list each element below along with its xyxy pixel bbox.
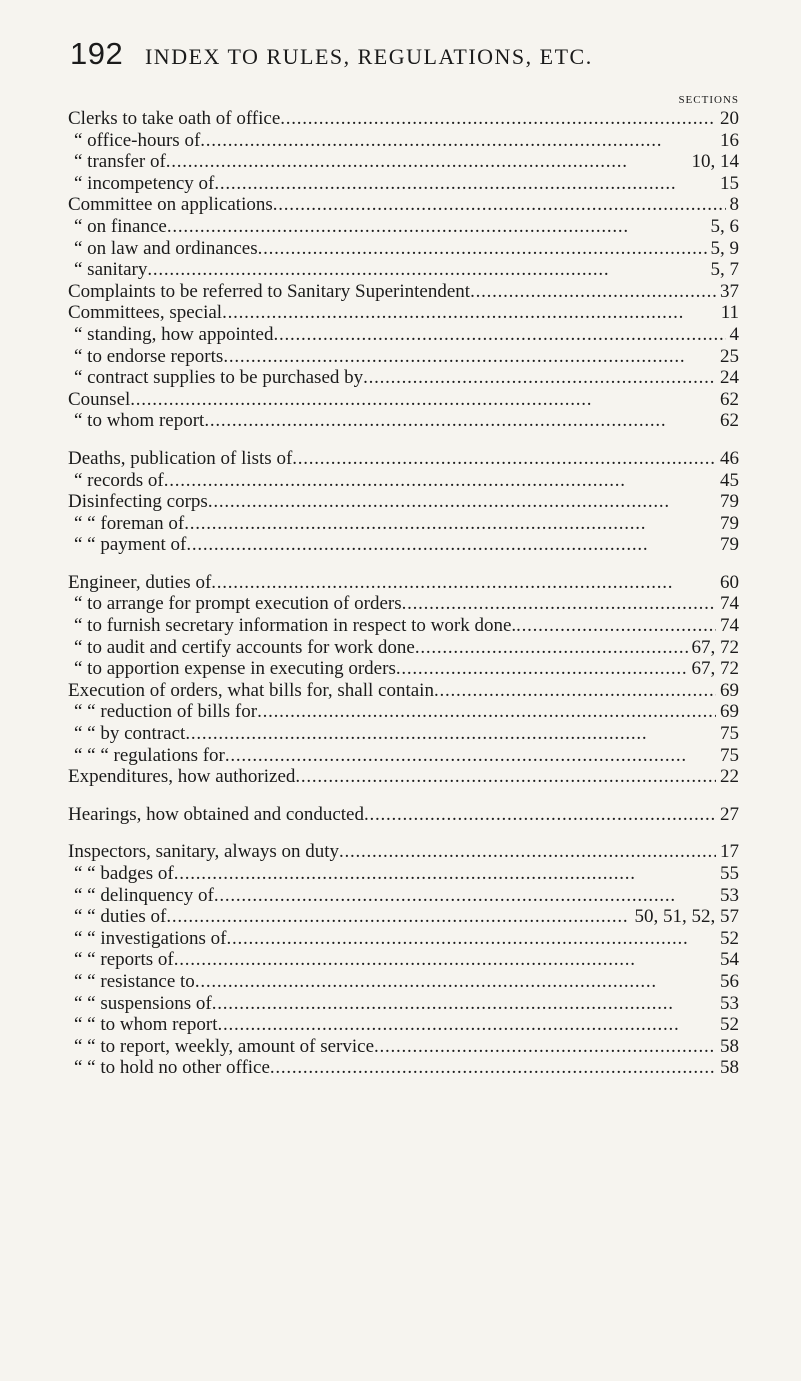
dot-leader bbox=[292, 448, 716, 470]
index-entry bbox=[68, 1036, 739, 1058]
entry-section-ref: 67, 72 bbox=[691, 658, 739, 680]
entry-section-ref: 75 bbox=[720, 744, 739, 766]
index-entry bbox=[68, 389, 739, 411]
index-entry bbox=[68, 593, 739, 615]
index-entry bbox=[68, 637, 739, 659]
entry-text: “ to apportion expense in executing orders bbox=[74, 658, 396, 680]
dot-leader bbox=[273, 324, 725, 346]
entry-section-ref: 11 bbox=[720, 302, 739, 324]
dot-leader bbox=[174, 863, 716, 885]
index-entry bbox=[68, 448, 739, 470]
entry-section-ref: 69 bbox=[720, 701, 739, 723]
index-entry bbox=[68, 658, 739, 680]
entry-text: “ transfer of bbox=[74, 151, 166, 173]
entry-section-ref: 58 bbox=[720, 1035, 739, 1057]
dot-leader bbox=[470, 281, 716, 303]
dot-leader bbox=[222, 302, 717, 324]
entry-section-ref: 46 bbox=[720, 447, 739, 469]
entry-section-ref: 20 bbox=[720, 108, 739, 129]
entry-section-ref: 22 bbox=[720, 766, 739, 788]
index-entry bbox=[68, 281, 739, 303]
index-entry bbox=[68, 259, 739, 281]
entry-text: “ to furnish secretary information in respect to work done. bbox=[74, 615, 517, 637]
entry-section-ref: 10, 14 bbox=[691, 151, 739, 173]
entry-section-ref: 62 bbox=[720, 388, 739, 410]
index-entry bbox=[68, 863, 739, 885]
index-entry bbox=[68, 993, 739, 1015]
dot-leader bbox=[295, 766, 716, 788]
dot-leader bbox=[415, 637, 688, 659]
index-entry bbox=[68, 745, 739, 767]
entry-text: “ “ to hold no other office bbox=[74, 1057, 270, 1079]
entry-text: “ “ reduction of bills for bbox=[74, 701, 258, 723]
dot-leader bbox=[212, 993, 716, 1015]
dot-leader bbox=[167, 216, 707, 238]
entry-text: “ office-hours of bbox=[74, 129, 201, 151]
entry-text: “ to endorse reports bbox=[74, 345, 224, 367]
section-gap bbox=[68, 788, 739, 804]
entry-section-ref: 24 bbox=[720, 367, 739, 389]
entry-text: “ incompetency of bbox=[74, 172, 215, 194]
page-title: INDEX TO RULES, REGULATIONS, ETC. bbox=[144, 44, 593, 69]
entry-text: “ standing, how appointed bbox=[74, 323, 274, 345]
entry-text: Expenditures, how authorized bbox=[68, 766, 296, 788]
dot-leader bbox=[218, 1014, 716, 1036]
entry-section-ref: 53 bbox=[720, 992, 739, 1014]
dot-leader bbox=[339, 841, 716, 863]
entry-section-ref: 15 bbox=[720, 172, 739, 194]
dot-leader bbox=[164, 470, 716, 492]
entry-section-ref: 74 bbox=[720, 615, 739, 637]
entry-text: Committees, special bbox=[68, 302, 223, 324]
entry-text: “ “ payment of bbox=[74, 534, 187, 556]
entry-section-ref: 55 bbox=[720, 863, 739, 884]
index-entry bbox=[68, 615, 739, 637]
entry-text: “ “ foreman of bbox=[74, 512, 185, 534]
page-number: 192 bbox=[70, 36, 124, 71]
index-entry bbox=[68, 302, 739, 324]
index-entry bbox=[68, 367, 739, 389]
dot-leader bbox=[185, 723, 716, 745]
page-header bbox=[70, 36, 593, 72]
entry-text: “ “ resistance to bbox=[74, 970, 195, 992]
dot-leader bbox=[208, 491, 716, 513]
section-gap bbox=[68, 556, 739, 572]
entry-section-ref: 53 bbox=[720, 884, 739, 906]
index-entry bbox=[68, 804, 739, 826]
dot-leader bbox=[516, 615, 716, 637]
entry-text: “ “ delinquency of bbox=[74, 884, 214, 906]
section-gap bbox=[68, 825, 739, 841]
dot-leader bbox=[184, 513, 716, 535]
entry-section-ref: 52 bbox=[720, 927, 739, 949]
entry-section-ref: 56 bbox=[720, 970, 739, 992]
index-entry bbox=[68, 572, 739, 594]
dot-leader bbox=[396, 658, 688, 680]
entry-text: “ “ reports of bbox=[74, 949, 174, 971]
dot-leader bbox=[211, 572, 716, 594]
entry-text: “ to whom report bbox=[74, 410, 205, 432]
entry-text: Engineer, duties of bbox=[68, 571, 212, 593]
entry-text: “ “ duties of bbox=[74, 906, 167, 928]
index-entry bbox=[68, 324, 739, 346]
entry-section-ref: 62 bbox=[720, 410, 739, 432]
index-entry bbox=[68, 766, 739, 788]
dot-leader bbox=[130, 389, 716, 411]
index-entry bbox=[68, 216, 739, 238]
index-entry bbox=[68, 491, 739, 513]
dot-leader bbox=[257, 701, 716, 723]
entry-text: “ to arrange for prompt execution of orders bbox=[74, 593, 402, 615]
entry-text: “ “ to report, weekly, amount of service bbox=[74, 1035, 375, 1057]
index-entry bbox=[68, 470, 739, 492]
index-entry bbox=[68, 680, 739, 702]
dot-leader bbox=[214, 885, 716, 907]
dot-leader bbox=[364, 804, 716, 826]
entry-text: “ contract supplies to be purchased by bbox=[74, 367, 364, 389]
entry-text: “ “ badges of bbox=[74, 863, 174, 884]
entry-text: Execution of orders, what bills for, shall contain bbox=[68, 679, 434, 701]
dot-leader bbox=[174, 949, 716, 971]
index-entry bbox=[68, 1014, 739, 1036]
entry-section-ref: 50, 51, 52, 57 bbox=[634, 906, 739, 928]
dot-leader bbox=[223, 346, 716, 368]
dot-leader bbox=[214, 173, 716, 195]
entry-section-ref: 4 bbox=[729, 323, 739, 345]
entry-section-ref: 45 bbox=[720, 469, 739, 491]
index-entry bbox=[68, 723, 739, 745]
dot-leader bbox=[186, 534, 716, 556]
index-entry bbox=[68, 130, 739, 152]
dot-leader bbox=[166, 906, 630, 928]
entry-section-ref: 5, 9 bbox=[710, 237, 739, 259]
dot-leader bbox=[204, 410, 716, 432]
index-entry bbox=[68, 410, 739, 432]
dot-leader bbox=[273, 194, 726, 216]
index-entry bbox=[68, 906, 739, 928]
entry-text: Deaths, publication of lists of bbox=[68, 447, 293, 469]
entry-section-ref: 79 bbox=[720, 491, 739, 513]
index-entry bbox=[68, 151, 739, 173]
entry-section-ref: 16 bbox=[720, 129, 739, 151]
index-entry bbox=[68, 841, 739, 863]
entry-text: Complaints to be referred to Sanitary Superintendent bbox=[68, 280, 471, 302]
dot-leader bbox=[195, 971, 716, 993]
entry-text: “ records of bbox=[74, 469, 164, 491]
entry-section-ref: 75 bbox=[720, 723, 739, 745]
index-entry bbox=[68, 513, 739, 535]
index-entry bbox=[68, 534, 739, 556]
index-entry bbox=[68, 971, 739, 993]
entry-text: “ “ investigations of bbox=[74, 927, 227, 949]
entry-text: “ “ “ regulations for bbox=[74, 744, 225, 766]
dot-leader bbox=[402, 593, 716, 615]
dot-leader bbox=[147, 259, 706, 281]
dot-leader bbox=[363, 367, 716, 389]
entry-section-ref: 79 bbox=[720, 534, 739, 556]
dot-leader bbox=[270, 1057, 716, 1079]
entry-section-ref: 69 bbox=[720, 679, 739, 701]
dot-leader bbox=[227, 928, 717, 950]
entry-text: “ on law and ordinances bbox=[74, 237, 258, 259]
entry-text: “ “ by contract bbox=[74, 723, 186, 745]
entry-section-ref: 27 bbox=[720, 803, 739, 825]
entry-text: Disinfecting corps bbox=[68, 491, 208, 513]
entry-text: “ to audit and certify accounts for work done bbox=[74, 636, 415, 658]
dot-leader bbox=[225, 745, 716, 767]
index-entry bbox=[68, 346, 739, 368]
entry-text: “ “ suspensions of bbox=[74, 992, 212, 1014]
entry-section-ref: 25 bbox=[720, 345, 739, 367]
section-gap bbox=[68, 432, 739, 448]
dot-leader bbox=[200, 130, 716, 152]
dot-leader bbox=[280, 108, 716, 130]
entry-section-ref: 67, 72 bbox=[691, 636, 739, 658]
index-entries bbox=[68, 108, 739, 1079]
entry-section-ref: 8 bbox=[729, 194, 739, 216]
entry-text: Hearings, how obtained and conducted bbox=[68, 803, 364, 825]
index-entry bbox=[68, 928, 739, 950]
index-entry bbox=[68, 238, 739, 260]
index-entry bbox=[68, 1057, 739, 1079]
index-entry bbox=[68, 701, 739, 723]
entry-section-ref: 54 bbox=[720, 949, 739, 971]
index-entry bbox=[68, 194, 739, 216]
index-entry bbox=[68, 173, 739, 195]
dot-leader bbox=[374, 1036, 716, 1058]
entry-text: “ “ to whom report bbox=[74, 1014, 218, 1036]
entry-text: Clerks to take oath of office bbox=[68, 108, 281, 129]
dot-leader bbox=[434, 680, 716, 702]
entry-section-ref: 79 bbox=[720, 512, 739, 534]
entry-text: Committee on applications bbox=[68, 194, 273, 216]
dot-leader bbox=[166, 151, 688, 173]
entry-section-ref: 58 bbox=[720, 1057, 739, 1079]
entry-section-ref: 60 bbox=[720, 571, 739, 593]
entry-section-ref: 52 bbox=[720, 1014, 739, 1036]
entry-section-ref: 74 bbox=[720, 593, 739, 615]
entry-section-ref: 17 bbox=[720, 841, 739, 863]
entry-text: Inspectors, sanitary, always on duty bbox=[68, 841, 340, 863]
index-entry bbox=[68, 949, 739, 971]
entry-text: “ sanitary bbox=[74, 259, 148, 281]
entry-section-ref: 37 bbox=[720, 280, 739, 302]
entry-section-ref: 5, 6 bbox=[710, 215, 739, 237]
index-entry bbox=[68, 108, 739, 130]
dot-leader bbox=[258, 238, 707, 260]
index-entry bbox=[68, 885, 739, 907]
column-label: SECTIONS bbox=[678, 94, 739, 106]
entry-section-ref: 5, 7 bbox=[710, 259, 739, 281]
entry-text: “ on finance bbox=[74, 215, 167, 237]
entry-text: Counsel bbox=[68, 388, 131, 410]
